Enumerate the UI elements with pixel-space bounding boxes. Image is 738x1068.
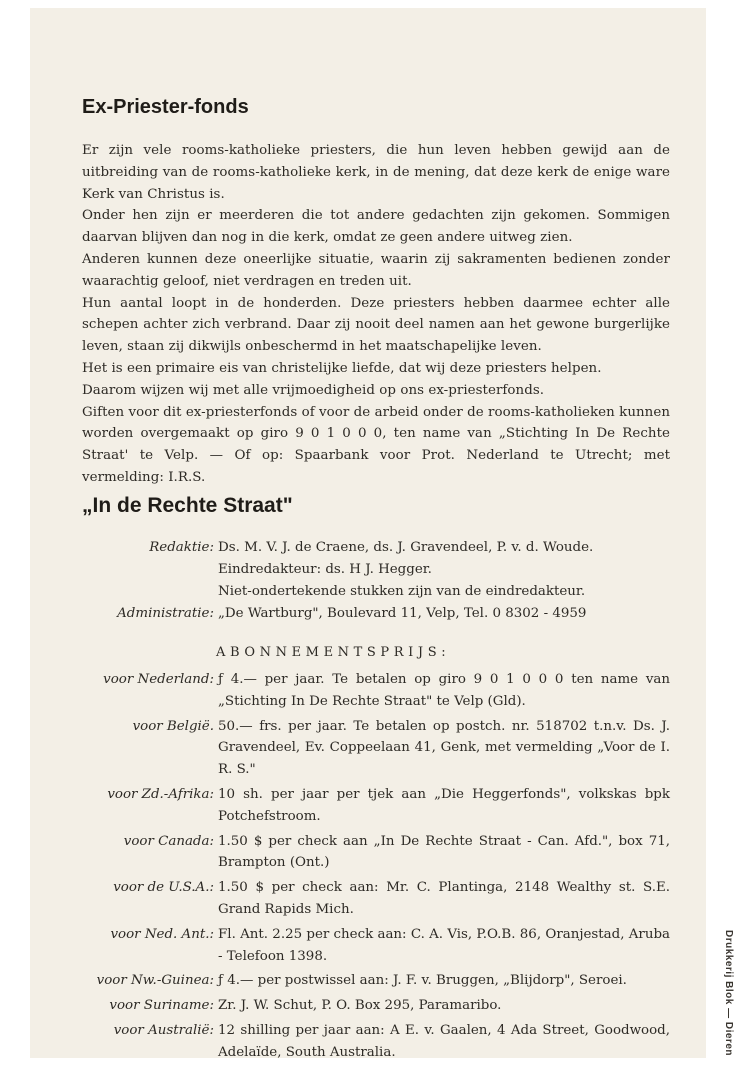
paragraph: Onder hen zijn er meerderen die tot andere gedachten zijn gekomen. Sommigen daarvan blijven dan nog in die kerk, omdat ze geen andere uitweg zien. xyxy=(82,208,670,246)
price-row xyxy=(30,669,670,713)
price-value: 50.— frs. per jaar. Te betalen op postch. nr. 518702 t.n.v. Ds. J. Gravendeel, Ev. Coppeelaan 41, Genk, met vermelding „Voor de I. R. S." xyxy=(218,718,670,778)
price-label: voor Nederland: xyxy=(103,672,214,687)
administratie-value: „De Wartburg", Boulevard 11, Velp, Tel. 0 8302 - 4959 xyxy=(218,606,587,621)
price-row xyxy=(30,784,670,828)
price-label: voor Australië: xyxy=(113,1022,214,1038)
price-value: Zr. J. W. Schut, P. O. Box 295, Paramaribo. xyxy=(218,998,502,1014)
section-title-ex-priester-fonds: Ex-Priester-fonds xyxy=(82,96,249,118)
price-row xyxy=(30,1020,670,1064)
price-value: Fl. Ant. 2.25 per check aan: C. A. Vis, P.O.B. 86, Oranjestad, Aruba - Telefoon 1398. xyxy=(218,926,670,964)
paragraph: Het is een primaire eis van christelijke liefde, dat wij deze priesters helpen. xyxy=(82,360,602,376)
price-row xyxy=(30,716,670,781)
price-row xyxy=(30,924,670,968)
price-label: voor Nw.-Guinea: xyxy=(96,973,214,989)
price-list xyxy=(30,669,670,1067)
paragraph: Hun aantal loopt in de honderden. Deze priesters hebben daarmee echter alle schepen achter zich verbrand. Daar zij nooit deel namen aan het gewone burgerlijke leven, staan zij dikwijls onbeschermd in het maatschapelijke leven. xyxy=(82,295,670,355)
paragraph: Anderen kunnen deze oneerlijke situatie, waarin zij sakramenten bedienen zonder waarachtig geloof, niet verdragen en treden uit. xyxy=(82,251,670,289)
price-label: voor Suriname: xyxy=(109,998,214,1014)
paragraph: Er zijn vele rooms-katholieke priesters, die hun leven hebben gewijd aan de uitbreiding van de rooms-katholieke kerk, in de mening, dat deze kerk de enige ware Kerk van Christus is. xyxy=(82,143,670,202)
price-label: voor België. xyxy=(132,718,214,734)
price-value: 1.50 $ per check aan: Mr. C. Plantinga, 2148 Wealthy st. S.E. Grand Rapids Mich. xyxy=(218,880,670,917)
section-title-in-de-rechte-straat: „In de Rechte Straat" xyxy=(82,494,293,517)
abonnement-heading: ABONNEMENTSPRIJS: xyxy=(216,645,451,660)
administratie-row xyxy=(30,603,670,625)
price-value: 1.50 $ per check aan „In De Rechte Straat - Can. Afd.", box 71, Brampton (Ont.) xyxy=(218,833,670,871)
price-row xyxy=(30,970,670,992)
price-row xyxy=(30,995,670,1017)
paragraph: Giften voor dit ex-priesterfonds of voor de arbeid onder de rooms-katholieken kunnen worden overgemaakt op giro 9 0 1 0 0 0, ten name van „Stichting In De Rechte Straat' te Velp. — Of op: Spaarbank voor Prot. Nederland te Utrecht; met vermelding: I.R.S. xyxy=(82,404,670,485)
price-value: 12 shilling per jaar aan: A E. v. Gaalen, 4 Ada Street, Goodwood, Adelaïde, South Australia. xyxy=(218,1022,670,1060)
price-value: ƒ 4.— per jaar. Te betalen op giro 9 0 1 0 0 0 ten name van „Stichting In De Rechte Straat" te Velp (Gld). xyxy=(218,672,670,709)
price-label: voor Canada: xyxy=(123,833,214,849)
redaktie-line: Ds. M. V. J. de Craene, ds. J. Gravendeel, P. v. d. Woude. xyxy=(218,540,594,555)
masthead xyxy=(30,537,670,625)
redaktie-row xyxy=(30,537,670,603)
redaktie-line: Niet-ondertekende stukken zijn van de eindredakteur. xyxy=(218,584,586,599)
price-value: ƒ 4.— per postwissel aan: J. F. v. Bruggen, „Blijdorp", Seroei. xyxy=(218,973,627,989)
redaktie-label: Redaktie: xyxy=(149,540,214,555)
printer-imprint: Drukkerij Blok — Dieren xyxy=(723,930,734,1056)
page xyxy=(30,8,706,1058)
price-label: voor Zd.-Afrika: xyxy=(107,786,214,802)
price-value: 10 sh. per jaar per tjek aan „Die Heggerfonds", volkskas bpk Potchefstroom. xyxy=(218,786,670,824)
redaktie-line: Eindredakteur: ds. H J. Hegger. xyxy=(218,562,432,577)
price-label: voor de U.S.A.: xyxy=(113,880,214,896)
price-row xyxy=(30,831,670,875)
ex-priester-body xyxy=(82,140,670,489)
price-row xyxy=(30,877,670,921)
administratie-label: Administratie: xyxy=(117,606,214,621)
price-label: voor Ned. Ant.: xyxy=(110,926,214,942)
paragraph: Daarom wijzen wij met alle vrijmoedigheid op ons ex-priesterfonds. xyxy=(82,382,545,398)
redaktie-value xyxy=(218,537,670,603)
